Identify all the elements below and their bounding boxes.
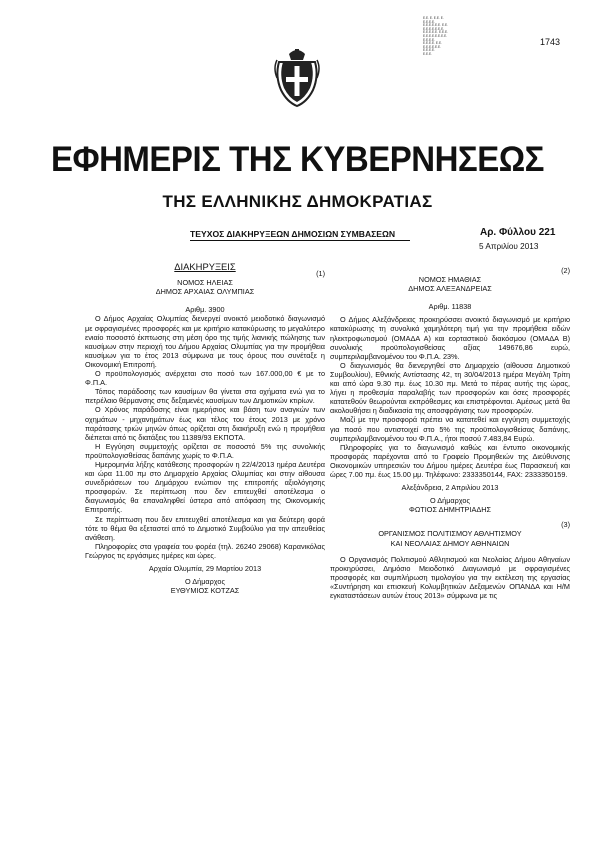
coat-of-arms-emblem [273,48,321,108]
imprint-line: Ε.Ε.Ε.Ε.Ε. Ε.Ε.Ε. [423,30,448,35]
imprint-line: Ε.Ε.Ε.Ε. [423,48,436,53]
signatory-name: ΕΥΘΥΜΙΟΣ ΚΟΤΖΑΣ [170,586,240,596]
imprint-line: Ε.Ε.Ε.Ε. Ε.Ε. [423,41,442,46]
notice-paragraph: Πληροφορίες στα γραφεία του φορέα (τηλ. 26240 29068) Καρανικόλας Γεώργιος τις εργάσιμες ημέρες και ώρες. [85,541,325,560]
notice-number: (2) [561,266,570,275]
place-date: Αρχαία Ολυμπία, 29 Μαρτίου 2013 [148,564,262,573]
notice-number: (1) [316,269,325,279]
sheet-number: Αρ. Φύλλου 221 [480,227,556,238]
notice-paragraph: Ο προϋπολογισμός ανέρχεται στο ποσό των 167.000,00 € με το Φ.Π.Α. [85,369,325,388]
left-column [85,262,325,595]
authority-prefecture: ΝΟΜΟΣ ΗΜΑΘΙΑΣ [418,275,482,285]
notice-paragraph: Ο Χρόνος παράδοσης είναι ημερήσιος και βάση των αναγκών των οχημάτων - μηχανημάτων έως και τέλος του έτους 2013 με χρόνο παράτασης τριών μηνών όπως ορίζεται στη διακήρυξη ενώ η προμήθεια διέπεται από τις διατάξεις του 11389/93 ΕΚΠΟΤΑ. [85,405,325,442]
notice-paragraph: Πληροφορίες για το διαγωνισμό καθώς και έντυπο οικονομικής προσφοράς παρέχονται από το Γραφείο Προμηθειών της Διεύθυνσης Οικονομικών υπηρεσιών του Δήμου ημέρες Δευτέρα έως Παρασκευή και ώρες 7.00 πμ. έως 15.00 μμ. Τηλέφωνο: 2333350144, FAX: 2333350159. [330,442,570,479]
gazette-title: ΕΦΗΜΕΡΙΣ ΤΗΣ ΚΥΒΕΡΝΗΣΕΩΣ [51,138,544,179]
notice-paragraph: Ο διαγωνισμός θα διενεργηθεί στο Δημαρχείο (αίθουσα Δημοτικού Συμβουλίου), Εθνικής Αντίστασης 42, τη 30/04/2013 ημέρα Μεγάλη Τρίτη και από ώρα 9.30 πμ. έως 10.30 πμ. Μετά το πέρας αυτής της ώρας, λήγει η προθεσμία παραλαβής των προσφορών και όσες προσφορές κατατεθούν θεωρούνται εκπρόθεσμες και επιστρέφονται. Αμέσως μετά θα ακολουθήσει η διαδικασία της αποσφράγισης των προσφορών. [330,360,570,416]
imprint-line: Ε.Ε.Ε.Ε.Ε.Ε.Ε.Ε. [423,33,448,38]
authority-organization-line2: ΚΑΙ ΝΕΟΛΑΙΑΣ ΔΗΜΟΥ ΑΘΗΝΑΙΩΝ [390,538,510,548]
series-underline [190,240,410,241]
issue-series: ΤΕΥΧΟΣ ΔΙΑΚΗΡΥΞΕΩΝ ΔΗΜΟΣΙΩΝ ΣΥΜΒΑΣΕΩΝ [190,229,396,239]
notice-number: (3) [561,520,570,530]
notice-paragraph: Μαζί με την προσφορά πρέπει να κατατεθεί και εγγύηση συμμετοχής για ποσό που αντιστοιχεί στο 5% της προϋπολογισθείσας δαπάνης, συμπεριλαμβανομένου του Φ.Π.Α., ήτοι ποσού 7.483,84 Ευρώ. [330,415,570,443]
notice-paragraph: Ο Οργανισμός Πολιτισμού Αθλητισμού και Νεολαίας Δήμου Αθηναίων προκηρύσσει, Δημόσιο Μειοδοτικό Διαγωνισμό με σφραγισμένες προσφορές και συμπλήρωση τιμολογίου για την εκτέλεση της εργασίας «Συντήρηση και επισκευή Κολυμβητικών Δεξαμενών ΟΠΑΝΔΑ και Η/Μ εγκαταστάσεων αυτών έτους 2013» σύμφωνα με τις [330,554,570,600]
imprint-line: Ε.Ε.Ε.Ε.Ε.Ε.Ε. [423,26,445,31]
imprint-line: Ε.Ε.Ε.Ε. [423,19,436,24]
imprint-line: Ε.Ε.Ε.Ε. [423,37,436,42]
imprint-line: Ε.Ε.Ε.Ε.Ε.Ε. [423,44,442,49]
place-date: Αλεξάνδρεια, 2 Απριλίου 2013 [401,483,499,493]
issue-date: 5 Απριλίου 2013 [479,242,539,251]
authority-prefecture: ΝΟΜΟΣ ΗΛΕΙΑΣ [177,278,233,288]
authority-municipality: ΔΗΜΟΣ ΑΛΕΞΑΝΔΡΕΙΑΣ [408,284,492,294]
page-number: 1743 [540,37,561,47]
authority-municipality: ΔΗΜΟΣ ΑΡΧΑΙΑΣ ΟΛΥΜΠΙΑΣ [155,287,255,297]
authority-organization: ΟΡΓΑΝΙΣΜΟΣ ΠΟΛΙΤΙΣΜΟΥ ΑΘΛΗΤΙΣΜΟΥ [378,529,522,539]
reference-number: Αριθμ. 3900 [185,305,225,315]
imprint-line: Ε.Ε. Ε. Ε.Ε. Ε. [423,16,444,20]
reference-number: Αριθμ. 11838 [428,302,472,312]
signatory-role: Ο Δήμαρχος [429,496,470,506]
notice-paragraph: Ο Δήμος Αλεξάνδρειας προκηρύσσει ανοικτό διαγωνισμό με κριτήριο κατακύρωσης τη συνολικά χαμηλότερη τιμή για την προμήθεια ειδών ηλεκτροφωτισμού (ΟΜΑΔΑ Α) και εορταστικού διακόσμου (ΟΜΑΔΑ Β) συνολικής προϋπολογισθείσας αξίας 149676,86 ευρώ, συμπεριλαμβανομένου του Φ.Π.Α. 23%. [330,315,570,361]
notice-paragraph: Σε περίπτωση που δεν επιτευχθεί αποτέλεσμα και για δεύτερη φορά τότε το θέμα θα εξεταστεί από το Δημοτικό Συμβούλιο για την απευθείας ανάθεση. [85,514,325,542]
signatory-role: Ο Δήμαρχος [184,577,225,587]
signatory-name: ΦΩΤΙΟΣ ΔΗΜΗΤΡΙΑΔΗΣ [409,505,491,515]
notice-paragraph: Η Εγγύηση συμμετοχής ορίζεται σε ποσοστό 5% της συνολικής προϋπολογισθείσας δαπάνης χωρίς το Φ.Π.Α. [85,441,325,460]
imprint-line: Ε.Ε.Ε.Ε.Ε.Ε. Ε.Ε. [423,23,448,28]
right-column [330,266,570,600]
imprint-block [423,17,493,57]
imprint-line: Ε.Ε.Ε. [423,51,433,56]
notice-paragraph: Ημερομηνία λήξης κατάθεσης προσφορών η 22/4/2013 ημέρα Δευτέρα και ώρα 11.00 πμ στο Δημαρχείο Αρχαίας Ολυμπίας και στην αίθουσα συνεδριάσεων του Δημάρχου ενώπιον της επιτροπής αξιολόγησης προσφορών. Σε περίπτωση που δεν επιτευχθεί αποτέλεσμα ο διαγωνισμός θα επαναληφθεί ύστερα από απόφαση της Οικονομικής Επιτροπής. [85,459,325,515]
gazette-subtitle: ΤΗΣ ΕΛΛΗΝΙΚΗΣ ΔΗΜΟΚΡΑΤΙΑΣ [162,192,433,211]
section-heading: ΔΙΑΚΗΡΥΞΕΙΣ [174,261,236,272]
notice-paragraph: Τόπος παράδοσης των καυσίμων θα γίνεται στα οχήματα ενώ για το πετρέλαιο θέρμανσης στις δεξαμενές καυσίμων των Δημοτικών κτιρίων. [85,387,325,406]
notice-paragraph: Ο Δήμος Αρχαίας Ολυμπίας διενεργεί ανοικτό μειοδοτικό διαγωνισμό με σφραγισμένες προσφορές και με κριτήριο κατακύρωσης το μεγαλύτερο ενιαίο ποσοστό έκπτωσης στη μέση όρο της τιμής λιανικής πώλησης των καυσίμων στην περιοχή του Δήμου Αρχαίας Ολυμπίας για την προμήθεια καυσίμων για το έτος 2013 σύμφωνα με τους όρους που συνέταξε η Οικονομική Επιτροπή. [85,314,325,369]
